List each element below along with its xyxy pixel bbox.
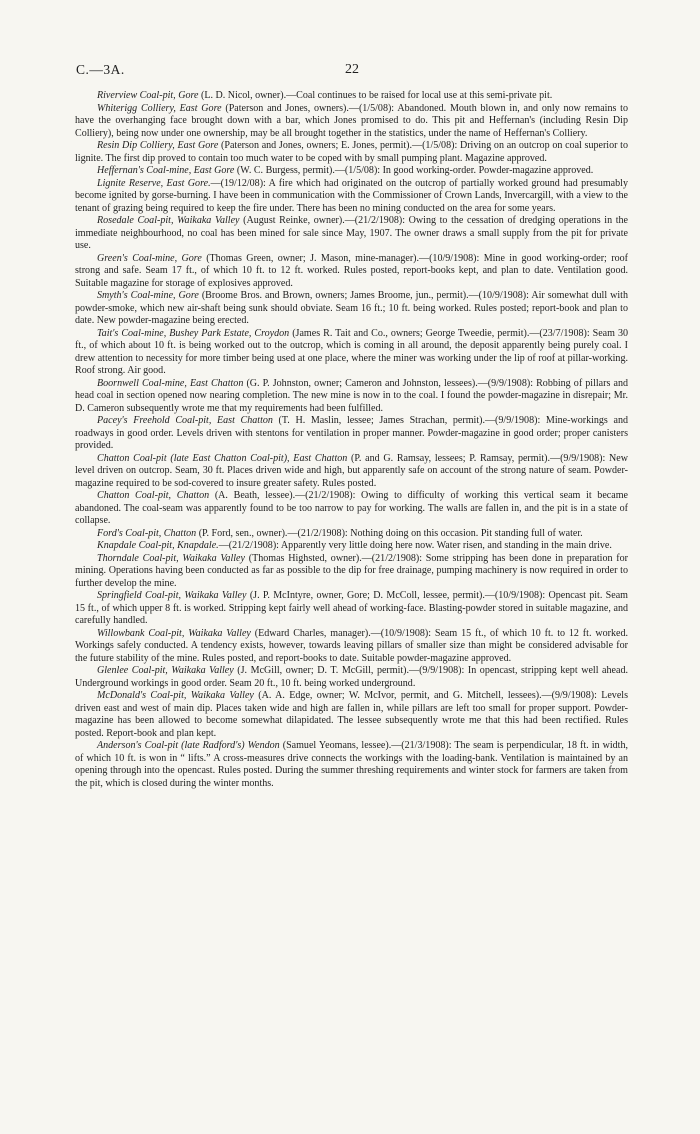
mine-report: (Paterson and Jones, owners; E. Jones, permit).—(1/5/08): Driving on an outcrop on coal superior to lignite. The first dip proved to contain too much water to be coped with by small pumping plant. Magazine approved. xyxy=(75,140,628,164)
mine-entry-fords xyxy=(75,528,628,541)
mine-name: Heffernan's Coal-mine, East Gore xyxy=(97,165,235,176)
document-reference: C.—3A. xyxy=(76,62,125,77)
mine-report: (A. A. Edge, owner; W. McIvor, permit, and G. Mitchell, lessees).—(9/9/1908): Levels driven east and west of main dip. Places taken wide and high are fallen in, while pillars are left too small for proper support. Powder-magazine has been allowed to become somewhat dilapidated. The lessee subsequently wrote me that this had been rectified. Rules posted. Report-book and plan kept. xyxy=(75,690,628,739)
mine-entry-heffernans xyxy=(75,165,628,178)
mine-report: —(21/2/1908): Apparently very little doing here now. Water risen, and standing in the main drive. xyxy=(218,540,612,551)
mine-report: (Broome Bros. and Brown, owners; James Broome, jun., permit).—(10/9/1908): Air somewhat dull with powder-smoke, which new air-shaft being sunk should obviate. Seam 16 ft.; 10 ft. being worked. Rules posted; report-book and plan to date. New powder-magazine being erected. xyxy=(75,290,628,326)
mine-entry-chatton xyxy=(75,490,628,528)
mine-name: Lignite Reserve, East Gore. xyxy=(97,177,211,189)
mine-entry-resin-dip xyxy=(75,140,628,165)
mine-entry-taits xyxy=(75,328,628,378)
mine-entry-andersons xyxy=(75,740,628,790)
mine-report: (P. and G. Ramsay, lessees; P. Ramsay, permit).—(9/9/1908): New level driven on outcrop. Seam, 30 ft. Places driven wide and high, but apparently safe on account of the strong nature of seam. Powder-magazine required to be sod-covered to insure greater safety. Rules posted. xyxy=(75,452,628,489)
mine-entry-knapdale xyxy=(75,540,628,553)
report-body xyxy=(75,90,628,790)
mine-report: (Paterson and Jones, owners).—(1/5/08): Abandoned. Mouth blown in, and only now remains to have the overhanging face brought down with a bar, which Jones promised to do. This pit and Heffernan's (including Resin Dip Colliery), being now under one ownership, may be all brought together in the statistics, under the name of Heffernan's Colliery. xyxy=(75,102,628,139)
mine-name: Springfield Coal-pit, Waikaka Valley xyxy=(97,590,247,601)
mine-report: (Thomas Highsted, owner).—(21/2/1908): Some stripping has been done in preparation for mining. Operations having been conducted as far as possible to the dip for free drainage, pumping machinery is now required in order to further develop the mine. xyxy=(75,552,628,589)
mine-name: Resin Dip Colliery, East Gore xyxy=(97,140,219,151)
mine-report: (James R. Tait and Co., owners; George Tweedie, permit).—(23/7/1908): Seam 30 ft., of which about 10 ft. is being worked out to the outcrop, which is coming in all around, the deposit apparently being purely coal. I drew attention to necessity for more timber being used at one place, where the miner was working under the lip of roof at pillar-working. Roof strong. Air good. xyxy=(75,327,628,376)
mine-name: Glenlee Coal-pit, Waikaka Valley xyxy=(97,665,234,676)
mine-name: Willowbank Coal-pit, Waikaka Valley xyxy=(97,627,251,639)
page-header xyxy=(76,62,628,78)
mine-entry-lignite-reserve xyxy=(75,178,628,216)
mine-entry-paceys xyxy=(75,415,628,453)
mine-entry-boornwell xyxy=(75,378,628,416)
mine-report: (August Reinke, owner).—(21/2/1908): Owing to the cessation of dredging operations in the immediate neighbourhood, no coal has been mined for sale since May, 1907. The owner draws a small supply from the pit for private use. xyxy=(75,215,629,251)
mine-report: (T. H. Maslin, lessee; James Strachan, permit).—(9/9/1908): Mine-workings and roadways in good order. Levels driven with stentons for ventilation in proper manner. Powder-magazine in good order; proper canisters provided. xyxy=(75,415,628,451)
mine-report: (L. D. Nicol, owner).—Coal continues to be raised for local use at this semi-private pit. xyxy=(198,90,553,101)
mine-name: Pacey's Freehold Coal-pit, East Chatton xyxy=(97,415,273,426)
mine-report: (Samuel Yeomans, lessee).—(21/3/1908): The seam is perpendicular, 18 ft. in width, of which 10 ft. is won in “ lifts.” A cross-measures drive connects the workings with the loading-bank. Ventilation is maintained by an opening through into the opencast. Rules posted. During the summer threshing requirements and winter stock for farmers are taken from the pit, which is closed during the winter months. xyxy=(75,740,629,789)
mine-report: (G. P. Johnston, owner; Cameron and Johnston, lessees).—(9/9/1908): Robbing of pillars and head coal in section opened now nearing completion. The new mine is now in to the coal. I found the powder-magazine in disrepair; Mr. D. Cameron subsequently wrote me that my requirements had been fulfilled. xyxy=(75,377,629,414)
mine-entry-mcdonalds xyxy=(75,690,628,740)
mine-report: (W. C. Burgess, permit).—(1/5/08): In good working-order. Powder-magazine approved. xyxy=(234,165,594,176)
mine-report: (P. Ford, sen., owner).—(21/2/1908): Nothing doing on this occasion. Pit standing full of water. xyxy=(196,527,583,539)
mine-entry-greens xyxy=(75,253,628,291)
mine-name: Whiterigg Colliery, East Gore xyxy=(97,102,222,114)
mine-report: (Edward Charles, manager).—(10/9/1908): Seam 15 ft., of which 10 ft. to 12 ft. worked. Workings safely conducted. A tendency exists, however, towards leaving pillars of smaller size than might be considered advisable for the future stability of the mine. Rules posted, and report-books to date. Suitable powder-magazine approved. xyxy=(75,627,628,664)
page-number: 22 xyxy=(345,62,359,77)
mine-entry-springfield xyxy=(75,590,628,628)
mine-name: Smyth's Coal-mine, Gore xyxy=(97,290,199,301)
mine-entry-riverview xyxy=(75,90,628,103)
mine-entry-glenlee xyxy=(75,665,628,690)
mine-name: Riverview Coal-pit, Gore xyxy=(97,90,199,101)
mine-report: (J. McGill, owner; D. T. McGill, permit).—(9/9/1908): In opencast, stripping kept well ahead. Underground workings in good order. Seam 20 ft., 10 ft. being worked underground. xyxy=(75,665,628,689)
mine-name: Ford's Coal-pit, Chatton xyxy=(97,527,197,539)
mine-name: Boornwell Coal-mine, East Chatton xyxy=(97,377,244,389)
mine-entry-willowbank xyxy=(75,628,628,666)
mine-entry-rosedale xyxy=(75,215,628,253)
mine-report: (Thomas Green, owner; J. Mason, mine-manager).—(10/9/1908): Mine in good working-order; roof strong and safe. Seam 17 ft., of which 10 ft. to 12 ft. worked. Rules posted, report-books kept, and plan to date. Ventilation good. Suitable magazine for storage of explosives approved. xyxy=(75,252,628,289)
mine-entry-whiterigg xyxy=(75,103,628,141)
mine-name: Green's Coal-mine, Gore xyxy=(97,252,202,264)
mine-name: Chatton Coal-pit (late East Chatton Coal-pit), East Chatton xyxy=(97,452,348,464)
mine-name: McDonald's Coal-pit, Waikaka Valley xyxy=(97,690,254,701)
mine-entry-chatton-east xyxy=(75,453,628,491)
mine-name: Anderson's Coal-pit (late Radford's) Wendon xyxy=(97,740,280,751)
mine-entry-smyths xyxy=(75,290,628,328)
mine-report: —(19/12/08): A fire which had originated on the outcrop of partially worked ground had presumably become ignited by gorse-burning. I have been in communication with the Commissioner of Crown Lands, Invercargill, with a view to the tenant of grazing being required to keep the fire under. There has been no mining conducted on the area for some years. xyxy=(75,177,628,214)
mine-name: Thorndale Coal-pit, Waikaka Valley xyxy=(97,552,245,564)
mine-report: (A. Beath, lessee).—(21/2/1908): Owing to difficulty of working this vertical seam it became abandoned. The coal-seam was apparently found to be too narrow to pay for working. The walls are fallen in, and the pit is in a state of collapse. xyxy=(75,490,628,526)
mine-report: (J. P. McIntyre, owner, Gore; D. McColl, lessee, permit).—(10/9/1908): Opencast pit. Seam 15 ft., of which upper 8 ft. is worked. Stripping kept fairly well ahead of working-face. Blasting-powder stored in suitable magazine, and carefully handled. xyxy=(75,590,628,626)
mine-name: Knapdale Coal-pit, Knapdale. xyxy=(97,540,219,551)
mine-name: Rosedale Coal-pit, Waikaka Valley xyxy=(97,215,240,226)
mine-name: Chatton Coal-pit, Chatton xyxy=(97,490,210,501)
mine-name: Tait's Coal-mine, Bushey Park Estate, Croydon xyxy=(97,327,290,339)
mine-entry-thorndale xyxy=(75,553,628,591)
